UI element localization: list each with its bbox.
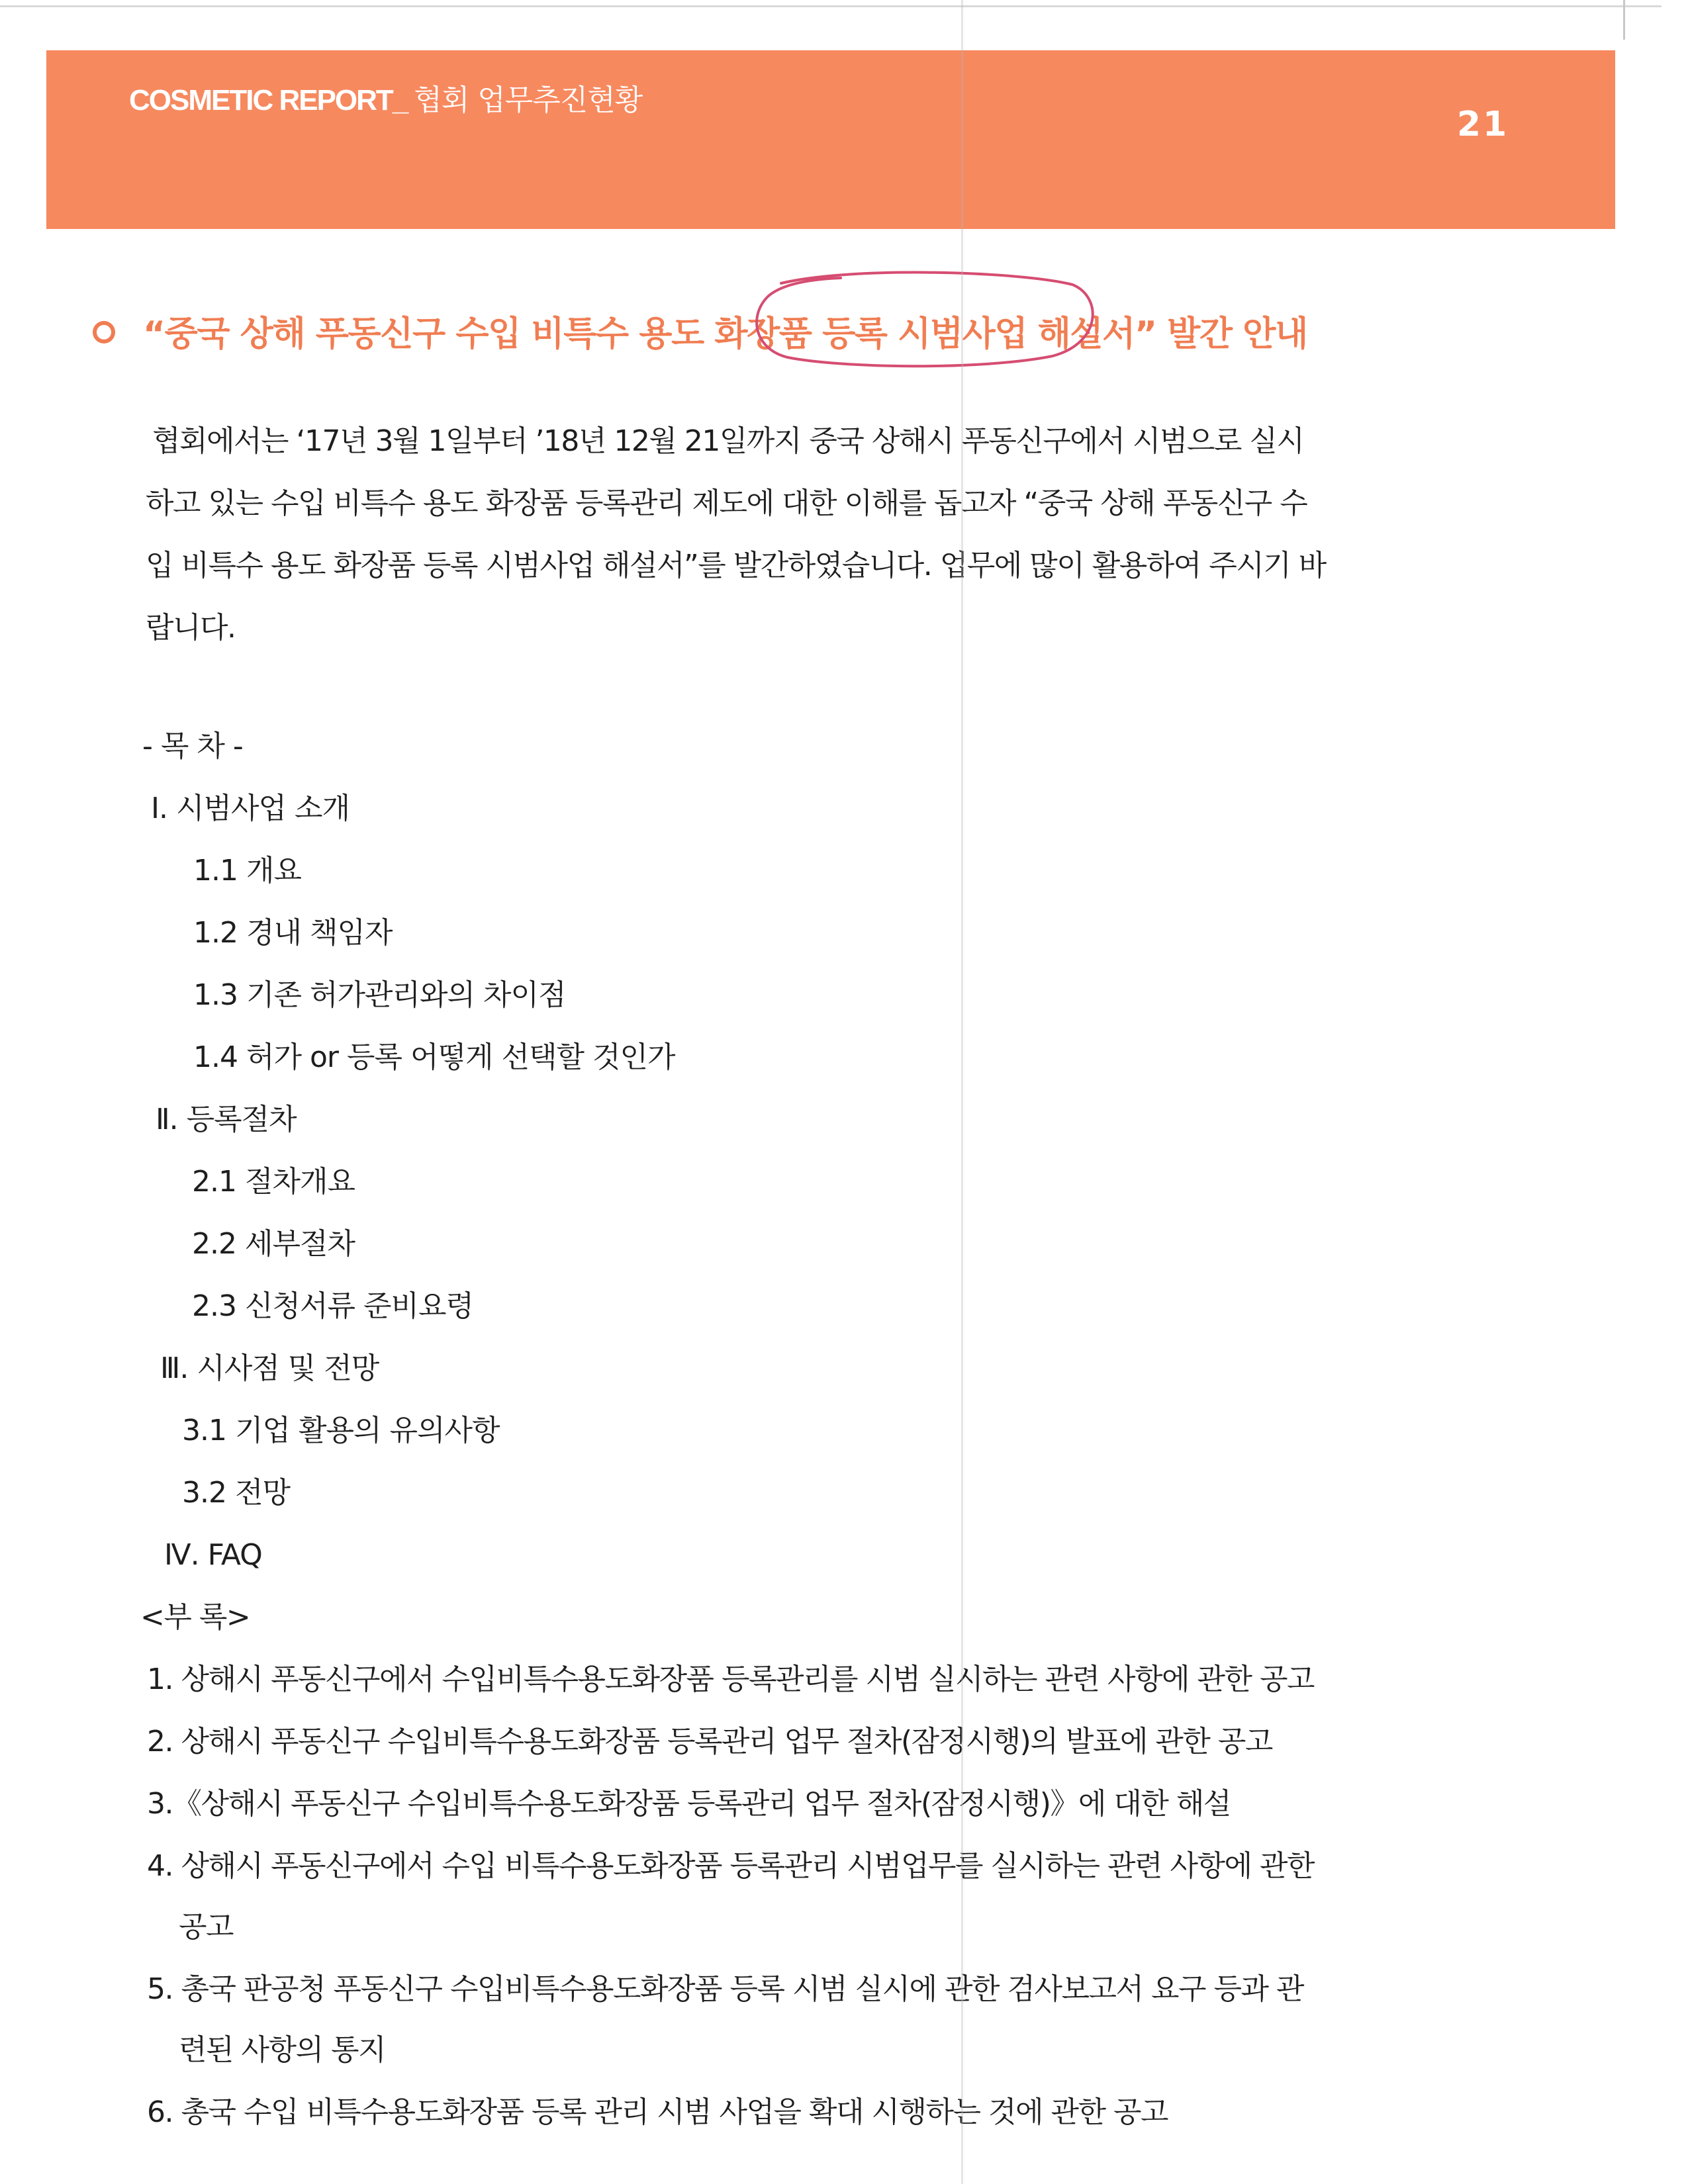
intro-line: 하고 있는 수입 비특수 용도 화장품 등록관리 제도에 대한 이해를 돕고자 “중국 상해 푸동신구 수	[146, 486, 1307, 520]
appendix-item: 4. 상해시 푸동신구에서 수입 비특수용도화장품 등록관리 시범업무를 실시하는 관련 사항에 관한	[147, 1849, 1314, 1883]
section-title-text: “중국 상해 푸동신구 수입 비특수 용도 화장품 등록 시범사업 해설서” 발간 안내	[143, 314, 1307, 354]
appendix-heading: <부 록>	[140, 1600, 250, 1634]
top-scan-rule	[0, 5, 1662, 7]
appendix-item: 3.《상해시 푸동신구 수입비특수용도화장품 등록관리 업무 절차(잠정시행)》에 대한 해설	[147, 1787, 1231, 1821]
toc-subitem: 1.2 경내 책임자	[193, 916, 393, 950]
toc-subitem: 2.2 세부절차	[192, 1227, 355, 1261]
right-scan-rule	[1623, 0, 1625, 40]
toc-chapter: Ⅲ. 시사점 및 전망	[160, 1351, 379, 1385]
circle-bullet-icon	[93, 321, 115, 343]
appendix-item-continuation: 공고	[179, 1910, 234, 1944]
header-section: 협회 업무추진현황	[414, 83, 643, 117]
hand-drawn-circle-annotation	[741, 265, 1099, 371]
page-number: 21	[1456, 105, 1509, 144]
toc-subitem: 2.1 절차개요	[192, 1165, 355, 1199]
intro-line: 랍니다.	[146, 611, 236, 645]
header-title	[129, 76, 642, 118]
appendix-item: 2. 상해시 푸동신구 수입비특수용도화장품 등록관리 업무 절차(잠정시행)의 발표에 관한 공고	[147, 1725, 1272, 1758]
toc-subitem: 3.1 기업 활용의 유의사항	[182, 1414, 500, 1447]
toc-subitem: 1.4 허가 or 등록 어떻게 선택할 것인가	[193, 1040, 675, 1074]
appendix-item: 1. 상해시 푸동신구에서 수입비특수용도화장품 등록관리를 시범 실시하는 관련 사항에 관한 공고	[147, 1662, 1314, 1696]
toc-subitem: 2.3 신청서류 준비요령	[192, 1289, 473, 1323]
toc-subitem: 3.2 전망	[182, 1476, 290, 1510]
section-title	[93, 306, 1307, 355]
toc-chapter: Ⅰ. 시범사업 소개	[151, 792, 350, 825]
scan-fold-line	[961, 0, 963, 2184]
appendix-item: 6. 총국 수입 비특수용도화장품 등록 관리 시범 사업을 확대 시행하는 것에 관한 공고	[147, 2095, 1168, 2129]
toc-chapter: Ⅳ. FAQ	[164, 1538, 262, 1572]
toc-heading: - 목 차 -	[142, 729, 243, 763]
intro-line: 입 비특수 용도 화장품 등록 시범사업 해설서”를 발간하였습니다. 업무에 많이 활용하여 주시기 바	[146, 549, 1326, 582]
appendix-item-continuation: 련된 사항의 통지	[179, 2033, 385, 2067]
intro-line: 협회에서는 ‘17년 3월 1일부터 ’18년 12월 21일까지 중국 상해시 푸동신구에서 시범으로 실시	[152, 424, 1304, 458]
toc-chapter: Ⅱ. 등록절차	[156, 1103, 297, 1136]
toc-subitem: 1.1 개요	[193, 854, 301, 887]
toc-subitem: 1.3 기존 허가관리와의 차이점	[193, 978, 566, 1012]
intro-paragraph	[146, 410, 1489, 659]
header-brand: COSMETIC REPORT_	[129, 84, 408, 116]
appendix-item: 5. 총국 판공청 푸동신구 수입비특수용도화장품 등록 시범 실시에 관한 검사보고서 요구 등과 관	[147, 1972, 1303, 2006]
